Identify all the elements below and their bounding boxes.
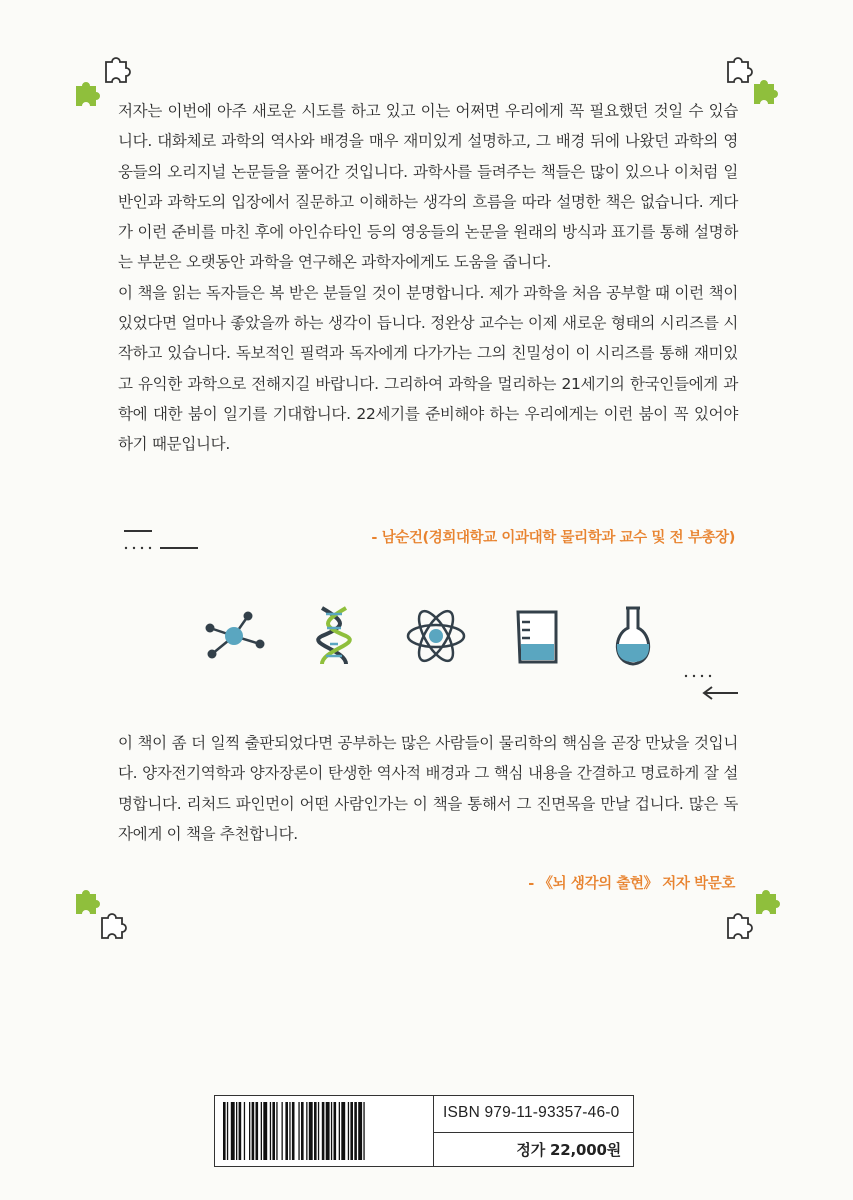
puzzle-icon (722, 884, 784, 946)
barcode (221, 1102, 427, 1160)
review-1-text (118, 96, 738, 460)
isbn-number: ISBN 979-11-93357-46-0 (443, 1104, 620, 1121)
review-2-attribution: - 《뇌 생각의 출현》 저자 박문호 (528, 876, 735, 892)
flask-icon (608, 604, 658, 668)
science-icons-row (198, 604, 658, 668)
puzzle-icon (70, 884, 132, 946)
review-1-attribution: - 남순건(경희대학교 이과대학 물리학과 교수 및 전 부총장) (371, 530, 735, 546)
review-1-paragraph-2: 이 책을 읽는 독자들은 복 받은 분들일 것이 분명합니다. 제가 과학을 처음 공부할 때 이런 책이 있었다면 얼마나 좋았을까 하는 생각이 듭니다. 정완상 교수는 이제 새로운 형태의 시리즈를 시작하고 있습니다. 독보적인 필력과 독자에게 다가가는 그의 친밀성이 이 시리즈를 통해 재미있고 유익한 과학으로 전해지길 바랍니다. 그리하여 과학을 멀리하는 21세기의 한국인들에게 과학에 대한 붐이 일기를 기대합니다. 22세기를 준비해야 하는 우리에게는 이런 붐이 꼭 있어야 하기 때문입니다. (118, 283, 738, 454)
review-1-paragraph-1: 저자는 이번에 아주 새로운 시도를 하고 있고 이는 어쩌면 우리에게 꼭 필요했던 것일 수 있습니다. 대화체로 과학의 역사와 배경을 매우 재미있게 설명하고, 그 배경 뒤에 나왔던 과학의 영웅들의 오리지널 논문들을 풀어간 것입니다. 과학사를 들려주는 책들은 많이 있으나 이처럼 일반인과 과학도의 입장에서 질문하고 이해하는 생각의 흐름을 따라 설명한 책은 없습니다. 게다가 이런 준비를 마친 후에 아인슈타인 등의 영웅들의 논문을 원래의 방식과 표기를 통해 설명하는 부분은 오랫동안 과학을 연구해온 과학자에게도 도움을 줍니다. (118, 102, 738, 272)
barcode-box (214, 1095, 634, 1167)
review-2-paragraph-1: 이 책이 좀 더 일찍 출판되었다면 공부하는 많은 사람들이 물리학의 핵심을 곧장 만났을 것입니다. 양자전기역학과 양자장론이 탄생한 역사적 배경과 그 핵심 내용을 간결하고 명료하게 잘 설명합니다. 리처드 파인먼이 어떤 사람인가는 이 책을 통해서 그 진면목을 만날 겁니다. 많은 독자에게 이 책을 추천합니다. (118, 734, 738, 843)
dna-icon (314, 604, 354, 668)
beaker-icon (512, 604, 562, 668)
atom-icon (404, 604, 468, 668)
dotted-line-decoration (122, 528, 202, 552)
review-2-text (118, 728, 738, 849)
left-arrow-decoration (684, 672, 740, 702)
price-label: 정가 22,000원 (516, 1141, 621, 1159)
molecule-icon (198, 604, 268, 668)
